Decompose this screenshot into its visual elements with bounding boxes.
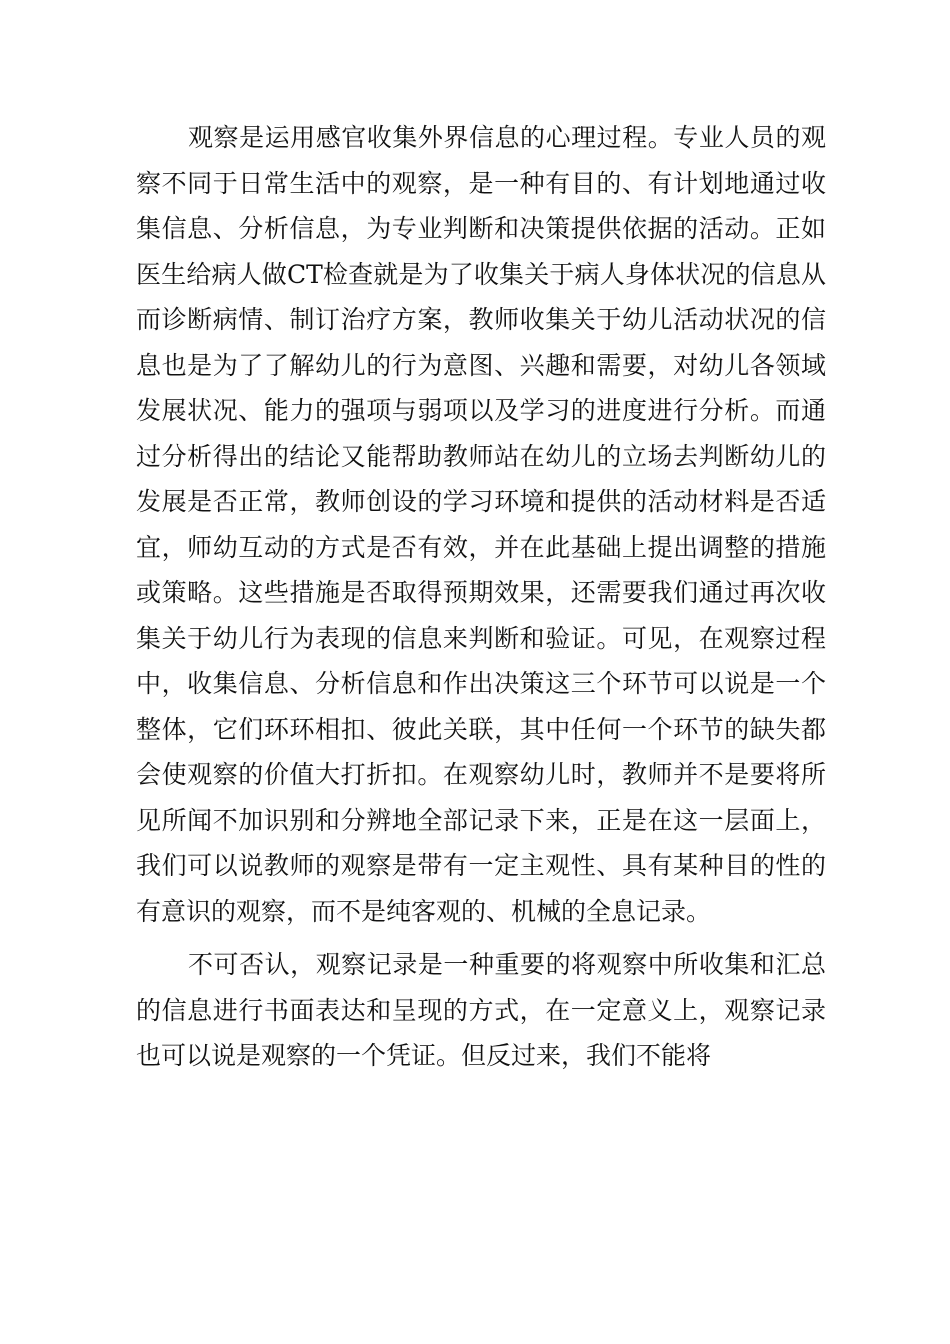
document-body: [136, 115, 826, 1087]
paragraph-1: 观察是运用感官收集外界信息的心理过程。专业人员的观察不同于日常生活中的观察，是一种有目的、有计划地通过收集信息、分析信息，为专业判断和决策提供依据的活动。正如医生给病人做CT检查就是为了收集关于病人身体状况的信息从而诊断病情、制订治疗方案，教师收集关于幼儿活动状况的信息也是为了了解幼儿的行为意图、兴趣和需要，对幼儿各领域发展状况、能力的强项与弱项以及学习的进度进行分析。而通过分析得出的结论又能帮助教师站在幼儿的立场去判断幼儿的发展是否正常，教师创设的学习环境和提供的活动材料是否适宜，师幼互动的方式是否有效，并在此基础上提出调整的措施或策略。这些措施是否取得预期效果，还需要我们通过再次收集关于幼儿行为表现的信息来判断和验证。可见，在观察过程中，收集信息、分析信息和作出决策这三个环节可以说是一个整体，它们环环相扣、彼此关联，其中任何一个环节的缺失都会使观察的价值大打折扣。在观察幼儿时，教师并不是要将所见所闻不加识别和分辨地全部记录下来，正是在这一层面上，我们可以说教师的观察是带有一定主观性、具有某种目的性的有意识的观察，而不是纯客观的、机械的全息记录。: [136, 123, 826, 926]
paragraph-2: 不可否认，观察记录是一种重要的将观察中所收集和汇总的信息进行书面表达和呈现的方式，在一定意义上，观察记录也可以说是观察的一个凭证。但反过来，我们不能将: [136, 950, 826, 1070]
